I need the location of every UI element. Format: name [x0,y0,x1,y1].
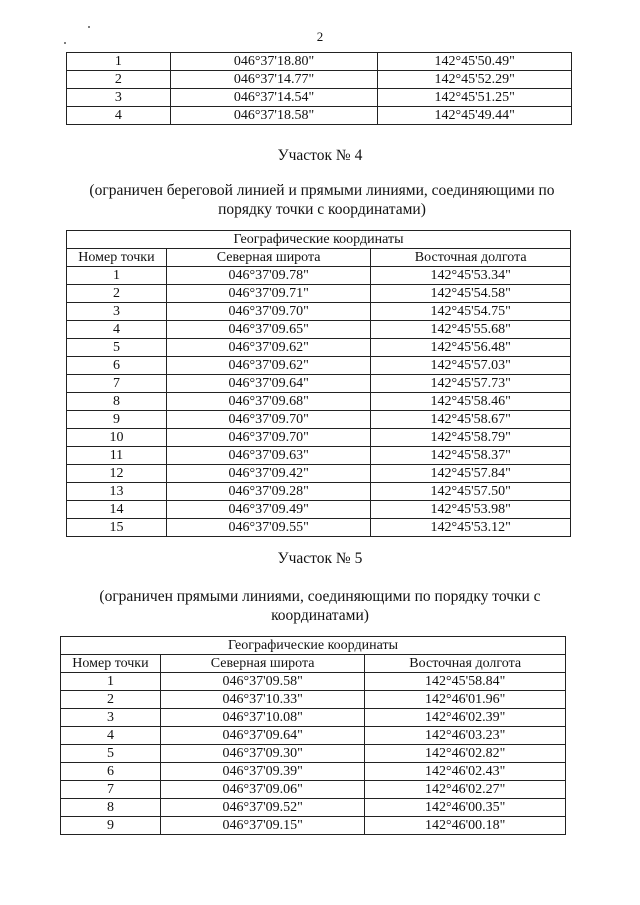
longitude-cell: 142°45'58.67" [371,411,571,429]
longitude-cell: 142°45'58.37" [371,447,571,465]
section5-table [60,636,566,835]
latitude-cell: 046°37'09.70" [166,429,371,447]
latitude-cell: 046°37'09.42" [166,465,371,483]
latitude-cell: 046°37'09.52" [160,799,365,817]
table-row [67,267,571,285]
table-row [67,483,571,501]
point-number-cell: 15 [67,519,167,537]
point-number-cell: 1 [67,267,167,285]
table-row [67,71,572,89]
table-row [61,781,566,799]
point-number-cell: 13 [67,483,167,501]
point-number-cell: 5 [67,339,167,357]
latitude-cell: 046°37'09.71" [166,285,371,303]
longitude-cell: 142°46'02.27" [365,781,566,799]
point-number-cell: 3 [67,303,167,321]
latitude-cell: 046°37'09.65" [166,321,371,339]
section5-title: Участок № 5 [277,550,363,567]
point-number-cell: 7 [67,375,167,393]
col-point-header: Номер точки [67,249,167,267]
table-row [67,465,571,483]
section4-description: (ограничен береговой линией и прямыми линиями, соединяющими по порядку точки с координатами) [89,182,555,218]
longitude-cell: 142°45'58.46" [371,393,571,411]
top-table-body [67,53,572,125]
longitude-cell: 142°45'58.84" [365,673,566,691]
point-number-cell: 10 [67,429,167,447]
longitude-cell: 142°45'57.03" [371,357,571,375]
group-header: Географические координаты [67,231,571,249]
section4-table [66,230,571,537]
longitude-cell: 142°46'00.35" [365,799,566,817]
point-number-cell: 5 [61,745,161,763]
section4-title: Участок № 4 [277,147,363,164]
section4-table-body [67,267,571,537]
table-row [61,709,566,727]
latitude-cell: 046°37'09.68" [166,393,371,411]
longitude-cell: 142°45'51.25" [378,89,572,107]
latitude-cell: 046°37'09.30" [160,745,365,763]
table-row [67,519,571,537]
longitude-cell: 142°45'57.50" [371,483,571,501]
latitude-cell: 046°37'14.54" [170,89,378,107]
point-number-cell: 11 [67,447,167,465]
longitude-cell: 142°45'53.34" [371,267,571,285]
latitude-cell: 046°37'09.28" [166,483,371,501]
top-coordinates-table [66,52,572,125]
point-number-cell: 2 [67,71,171,89]
table-row [67,411,571,429]
scan-speck [88,26,90,28]
latitude-cell: 046°37'09.55" [166,519,371,537]
point-number-cell: 1 [61,673,161,691]
point-number-cell: 8 [61,799,161,817]
table-row [61,727,566,745]
latitude-cell: 046°37'09.39" [160,763,365,781]
table-row [67,53,572,71]
longitude-cell: 142°46'02.43" [365,763,566,781]
group-header: Географические координаты [61,637,566,655]
latitude-cell: 046°37'09.49" [166,501,371,519]
latitude-cell: 046°37'09.78" [166,267,371,285]
table-row [67,357,571,375]
table-row [67,107,572,125]
point-number-cell: 1 [67,53,171,71]
table-row [67,447,571,465]
latitude-cell: 046°37'09.70" [166,411,371,429]
col-lon-header: Восточная долгота [365,655,566,673]
latitude-cell: 046°37'10.08" [160,709,365,727]
latitude-cell: 046°37'09.70" [166,303,371,321]
point-number-cell: 8 [67,393,167,411]
longitude-cell: 142°46'01.96" [365,691,566,709]
latitude-cell: 046°37'09.64" [160,727,365,745]
table-row [67,393,571,411]
point-number-cell: 14 [67,501,167,519]
point-number-cell: 3 [67,89,171,107]
longitude-cell: 142°46'02.82" [365,745,566,763]
col-lat-header: Северная широта [160,655,365,673]
point-number-cell: 4 [67,321,167,339]
table-row [61,673,566,691]
longitude-cell: 142°45'54.58" [371,285,571,303]
longitude-cell: 142°45'57.73" [371,375,571,393]
point-number-cell: 4 [61,727,161,745]
table-row [67,429,571,447]
point-number-cell: 3 [61,709,161,727]
table-row [61,817,566,835]
longitude-cell: 142°46'00.18" [365,817,566,835]
latitude-cell: 046°37'09.62" [166,339,371,357]
point-number-cell: 6 [61,763,161,781]
point-number-cell: 2 [67,285,167,303]
longitude-cell: 142°45'55.68" [371,321,571,339]
latitude-cell: 046°37'09.62" [166,357,371,375]
table-row [61,691,566,709]
latitude-cell: 046°37'09.06" [160,781,365,799]
latitude-cell: 046°37'18.58" [170,107,378,125]
section5-description: (ограничен прямыми линиями, соединяющими по порядку точки с координатами) [99,588,541,624]
longitude-cell: 142°45'57.84" [371,465,571,483]
page-number: 2 [316,29,324,44]
table-row [67,339,571,357]
table-row [67,285,571,303]
longitude-cell: 142°45'53.12" [371,519,571,537]
point-number-cell: 9 [61,817,161,835]
col-lat-header: Северная широта [166,249,371,267]
longitude-cell: 142°45'56.48" [371,339,571,357]
table-row [61,745,566,763]
longitude-cell: 142°45'52.29" [378,71,572,89]
longitude-cell: 142°46'03.23" [365,727,566,745]
longitude-cell: 142°45'58.79" [371,429,571,447]
table-row [61,799,566,817]
table-row [67,375,571,393]
scan-speck [64,42,66,44]
point-number-cell: 6 [67,357,167,375]
latitude-cell: 046°37'14.77" [170,71,378,89]
latitude-cell: 046°37'10.33" [160,691,365,709]
latitude-cell: 046°37'09.63" [166,447,371,465]
point-number-cell: 2 [61,691,161,709]
table-row [67,303,571,321]
col-point-header: Номер точки [61,655,161,673]
latitude-cell: 046°37'09.15" [160,817,365,835]
table-row [67,321,571,339]
longitude-cell: 142°45'50.49" [378,53,572,71]
point-number-cell: 12 [67,465,167,483]
point-number-cell: 7 [61,781,161,799]
latitude-cell: 046°37'18.80" [170,53,378,71]
longitude-cell: 142°45'53.98" [371,501,571,519]
longitude-cell: 142°45'54.75" [371,303,571,321]
latitude-cell: 046°37'09.64" [166,375,371,393]
section5-table-body [61,673,566,835]
table-row [67,89,572,107]
table-row [67,501,571,519]
longitude-cell: 142°45'49.44" [378,107,572,125]
longitude-cell: 142°46'02.39" [365,709,566,727]
point-number-cell: 9 [67,411,167,429]
col-lon-header: Восточная долгота [371,249,571,267]
point-number-cell: 4 [67,107,171,125]
latitude-cell: 046°37'09.58" [160,673,365,691]
table-row [61,763,566,781]
